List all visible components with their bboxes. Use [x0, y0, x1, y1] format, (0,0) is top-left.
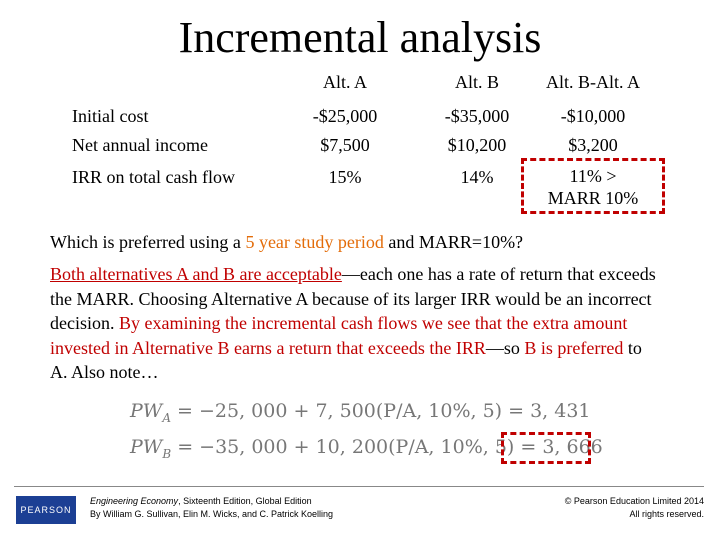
paragraph-text1: —each one has a rate of return that exceeds the MARR. Choosing Alternative A because of its larger IRR would be an incorrect decision.	[50, 264, 656, 333]
paragraph-text3: to A. Also note…	[50, 337, 642, 382]
cell-diff-initial-cost: -$10,000	[560, 106, 626, 126]
footer-divider	[14, 486, 704, 487]
footer-edition: , Sixteenth Edition, Global Edition	[178, 496, 312, 506]
copyright-text: © Pearson Education Limited 2014	[564, 496, 704, 506]
header-alt-diff: Alt. B-Alt. A	[545, 72, 640, 92]
rights-text: All rights reserved.	[629, 509, 704, 519]
cell-a-initial-cost: -$25,000	[312, 106, 378, 126]
underlined-statement: Both alternatives A and B are acceptable	[50, 264, 342, 284]
footer-citation	[90, 495, 333, 521]
slide-title: Incremental analysis	[178, 13, 542, 62]
paragraph-text2: —so	[485, 337, 525, 358]
pearson-logo: PEARSON	[16, 496, 76, 524]
paragraph-red2: B is preferred	[524, 337, 624, 358]
equation-pwa	[130, 400, 591, 425]
cell-diff-irr-line2: MARR 10%	[547, 188, 639, 208]
pwb-rhs: = −35, 000 + 10, 200(P/A, 10%, 5) = 3, 666	[171, 436, 603, 458]
pwb-sub: B	[162, 447, 172, 461]
header-alt-b: Alt. B	[454, 72, 499, 92]
cell-b-irr: 14%	[460, 167, 494, 187]
pwa-rhs: = −25, 000 + 7, 500(P/A, 10%, 5) = 3, 431	[171, 400, 591, 422]
cell-diff-irr	[521, 165, 665, 209]
cell-b-initial-cost: -$35,000	[444, 106, 510, 126]
table-row	[0, 106, 720, 136]
cell-diff-irr-line1: 11% >	[569, 166, 617, 186]
cell-a-irr: 15%	[328, 167, 362, 187]
pwb-highlight-box	[501, 432, 591, 464]
row-label-net-income: Net annual income	[72, 135, 208, 155]
cell-b-net-income: $10,200	[447, 135, 507, 155]
question-text	[50, 232, 523, 253]
paragraph-red1: By examining the incremental cash flows we see that the extra amount invested in Alternative B earns a return that exceeds the IRR	[50, 313, 628, 358]
question-part2: and MARR=10%?	[383, 232, 524, 252]
footer-authors: By William G. Sullivan, Elin M. Wicks, and C. Patrick Koelling	[90, 509, 334, 519]
table-header-row	[0, 72, 720, 102]
pwa-sub: A	[162, 411, 171, 425]
footer-book-title: Engineering Economy	[90, 496, 179, 506]
cell-diff-net-income: $3,200	[568, 135, 618, 155]
footer-copyright	[565, 495, 704, 521]
question-part1: Which is preferred using a	[50, 232, 246, 252]
row-label-irr: IRR on total cash flow	[72, 167, 235, 187]
pwa-lhs: PW	[130, 400, 163, 422]
explanation-paragraph	[50, 262, 660, 385]
footer-book-line	[90, 495, 333, 508]
question-period: 5 year study period	[245, 232, 384, 252]
row-label-initial-cost: Initial cost	[72, 106, 149, 126]
header-alt-a: Alt. A	[322, 72, 367, 92]
cell-a-net-income: $7,500	[320, 135, 370, 155]
pwb-lhs: PW	[130, 436, 163, 458]
